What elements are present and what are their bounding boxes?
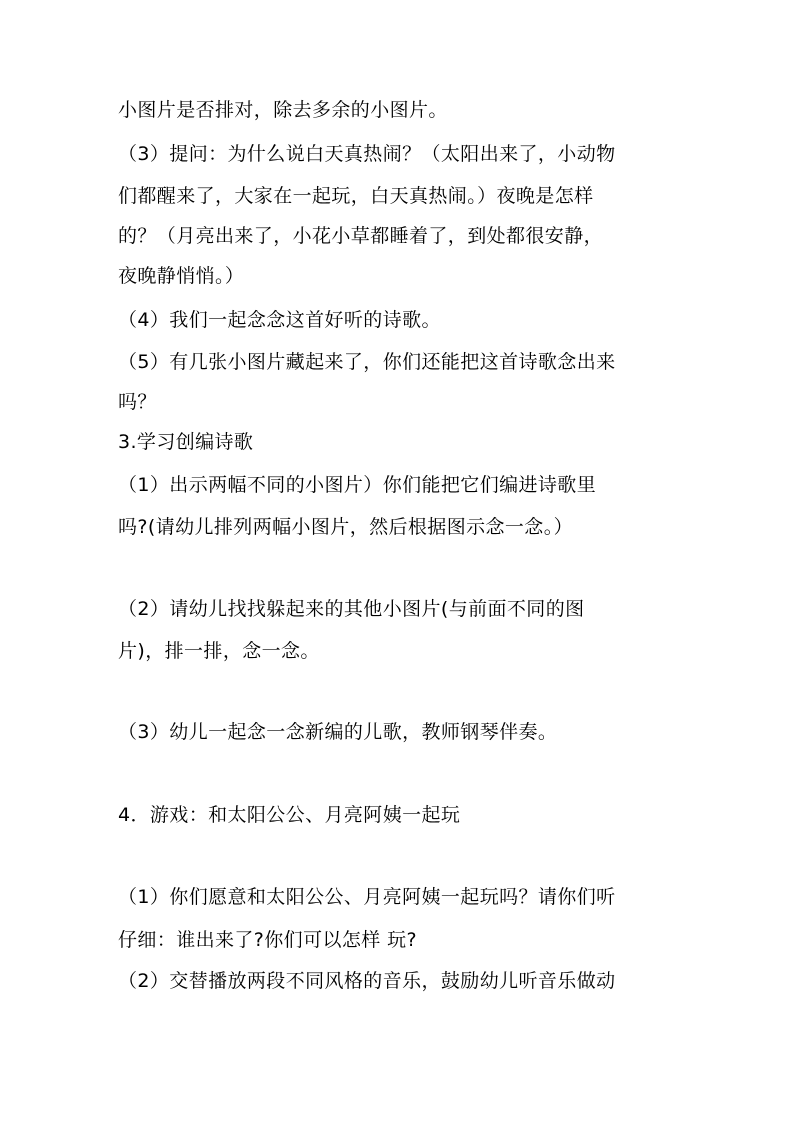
text-line: （5）有几张小图片藏起来了，你们还能把这首诗歌念出来	[118, 351, 616, 373]
text-line: 们都醒来了，大家在一起玩，白天真热闹。）夜晚是怎样	[118, 185, 594, 207]
text-line: （4）我们一起念念这首好听的诗歌。	[118, 309, 441, 331]
text-line: 的？（月亮出来了，小花小草都睡着了，到处都很安静，	[118, 225, 604, 247]
text-line: （1）出示两幅不同的小图片）你们能把它们编进诗歌里	[118, 474, 597, 496]
text-line: （2）请幼儿找找躲起来的其他小图片(与前面不同的图	[118, 598, 585, 620]
text-line: 吗？	[118, 391, 157, 413]
text-line: 小图片是否排对，除去多余的小图片。	[118, 99, 448, 121]
text-line: （1）你们愿意和太阳公公、月亮阿姨一起玩吗？请你们听	[118, 886, 616, 908]
section-heading: 4．游戏：和太阳公公、月亮阿姨一起玩	[118, 804, 461, 826]
text-line: 片)，排一排，念一念。	[118, 640, 320, 662]
section-heading: 3.学习创编诗歌	[118, 431, 254, 453]
text-line: 夜晚静悄悄。）	[118, 265, 245, 287]
text-line: （3）幼儿一起念一念新编的儿歌，教师钢琴伴奏。	[118, 721, 558, 743]
text-line: 吗?(请幼儿排列两幅小图片，然后根据图示念一念。）	[118, 516, 573, 538]
text-line: 仔细：谁出来了?你们可以怎样 玩?	[118, 929, 418, 951]
text-line: （2）交替播放两段不同风格的音乐，鼓励幼儿听音乐做动	[118, 970, 616, 992]
text-line: （3）提问：为什么说白天真热闹？（太阳出来了，小动物	[118, 143, 616, 165]
